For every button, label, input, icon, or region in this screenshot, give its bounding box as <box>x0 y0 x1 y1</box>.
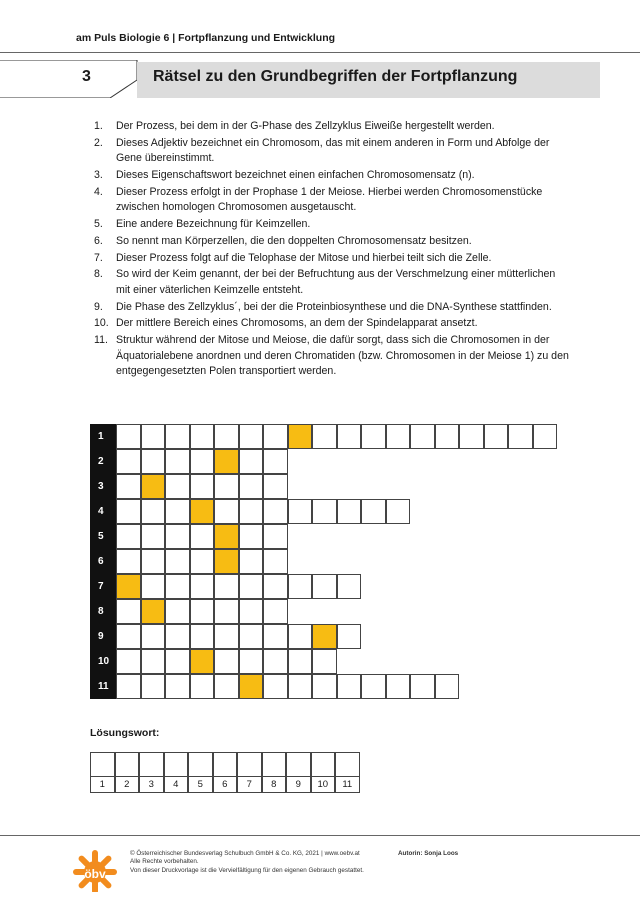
letter-cell[interactable] <box>141 449 166 474</box>
letter-cell[interactable] <box>435 424 460 449</box>
letter-cell[interactable] <box>165 649 190 674</box>
letter-cell[interactable] <box>263 474 288 499</box>
letter-cell[interactable] <box>190 674 215 699</box>
clue-number: 2. <box>94 136 103 149</box>
letter-cell[interactable] <box>312 649 337 674</box>
puzzle-row <box>90 449 288 474</box>
solution-cell[interactable] <box>237 752 262 777</box>
letter-cell[interactable] <box>312 424 337 449</box>
clue-text: Eine andere Bezeichnung für Keimzellen. <box>116 218 311 230</box>
row-number-label: 9 <box>90 624 116 649</box>
puzzle-row <box>90 549 288 574</box>
letter-cell[interactable] <box>410 674 435 699</box>
clue-text: Die Phase des Zellzyklus´, bei der die Proteinbiosynthese und die DNA-Synthese stattfinden. <box>116 300 552 313</box>
letter-cell[interactable] <box>214 649 239 674</box>
letter-cell[interactable] <box>361 424 386 449</box>
letter-cell[interactable] <box>312 499 337 524</box>
solution-cell-number: 10 <box>311 777 336 793</box>
clue-item <box>94 251 572 266</box>
solution-letter-cell[interactable] <box>190 649 215 674</box>
letter-cell[interactable] <box>116 424 141 449</box>
letter-cell[interactable] <box>165 474 190 499</box>
letter-cell[interactable] <box>214 424 239 449</box>
letter-cell[interactable] <box>116 474 141 499</box>
letter-cell[interactable] <box>141 624 166 649</box>
letter-cell[interactable] <box>263 549 288 574</box>
solution-cell[interactable] <box>188 752 213 777</box>
clue-item <box>94 168 572 183</box>
header-divider <box>0 52 640 53</box>
row-number-label: 5 <box>90 524 116 549</box>
letter-cell[interactable] <box>337 624 362 649</box>
clue-number: 6. <box>94 234 103 247</box>
clue-text: Struktur während der Mitose und Meiose, die dafür sorgt, dass sich die Chromosomen in der Äquatorialebene anordnen und deren Chromatiden (bzw. Chromosomen in der Meiose 1) zu den entgegengesetzten Polen transportiert werden. <box>116 334 569 377</box>
solution-letter-cell[interactable] <box>312 624 337 649</box>
solution-letter-cell[interactable] <box>288 424 313 449</box>
letter-cell[interactable] <box>239 424 264 449</box>
letter-cell[interactable] <box>239 599 264 624</box>
row-number-label: 3 <box>90 474 116 499</box>
svg-text:öbv: öbv <box>84 867 106 881</box>
clue-item <box>94 119 572 134</box>
letter-cell[interactable] <box>165 624 190 649</box>
letter-cell[interactable] <box>337 424 362 449</box>
letter-cell[interactable] <box>190 449 215 474</box>
clue-number: 7. <box>94 251 103 264</box>
letter-cell[interactable] <box>190 474 215 499</box>
letter-cell[interactable] <box>116 524 141 549</box>
solution-letter-cell[interactable] <box>214 524 239 549</box>
solution-cell-number: 1 <box>90 777 115 793</box>
letter-cell[interactable] <box>214 499 239 524</box>
letter-cell[interactable] <box>239 524 264 549</box>
letter-cell[interactable] <box>533 424 558 449</box>
letter-cell[interactable] <box>361 674 386 699</box>
header-subject: am Puls Biologie 6 | Fortpflanzung und Entwicklung <box>76 32 336 44</box>
letter-cell[interactable] <box>239 449 264 474</box>
puzzle-row <box>90 524 288 549</box>
clue-number: 1. <box>94 120 103 132</box>
clue-number: 4. <box>94 185 103 198</box>
clue-item <box>94 217 572 232</box>
solution-letter-cell[interactable] <box>190 499 215 524</box>
letter-cell[interactable] <box>263 524 288 549</box>
clue-text: Dieses Eigenschaftswort bezeichnet einen einfachen Chromosomensatz (n). <box>116 169 475 181</box>
clue-number: 10. <box>94 317 109 330</box>
letter-cell[interactable] <box>165 424 190 449</box>
solution-cell-number: 4 <box>164 777 189 793</box>
letter-cell[interactable] <box>312 674 337 699</box>
letter-cell[interactable] <box>116 549 141 574</box>
clue-item <box>94 333 572 379</box>
letter-cell[interactable] <box>214 624 239 649</box>
clue-text: So nennt man Körperzellen, die den doppelten Chromosomensatz besitzen. <box>116 234 472 247</box>
solution-label: Lösungswort: <box>90 727 160 739</box>
letter-cell[interactable] <box>141 649 166 674</box>
letter-cell[interactable] <box>288 624 313 649</box>
footer-line-3: Von dieser Druckvorlage ist die Vervielfältigung für den eigenen Gebrauch gestattet. <box>130 866 364 874</box>
solution-letter-cell[interactable] <box>116 574 141 599</box>
letter-cell[interactable] <box>165 599 190 624</box>
letter-cell[interactable] <box>141 674 166 699</box>
solution-letter-cell[interactable] <box>214 549 239 574</box>
letter-cell[interactable] <box>116 624 141 649</box>
solution-cell[interactable] <box>335 752 360 777</box>
letter-cell[interactable] <box>288 649 313 674</box>
clue-number: 3. <box>94 169 103 181</box>
solution-cell[interactable] <box>213 752 238 777</box>
letter-cell[interactable] <box>288 674 313 699</box>
letter-cell[interactable] <box>190 524 215 549</box>
letter-cell[interactable] <box>190 424 215 449</box>
letter-cell[interactable] <box>116 649 141 674</box>
letter-cell[interactable] <box>190 624 215 649</box>
solution-cell[interactable] <box>286 752 311 777</box>
letter-cell[interactable] <box>239 649 264 674</box>
letter-cell[interactable] <box>165 499 190 524</box>
clue-item <box>94 185 572 216</box>
solution-cell-number: 7 <box>237 777 262 793</box>
letter-cell[interactable] <box>214 474 239 499</box>
letter-cell[interactable] <box>337 574 362 599</box>
letter-cell[interactable] <box>190 549 215 574</box>
solution-letter-cell[interactable] <box>214 449 239 474</box>
letter-cell[interactable] <box>239 499 264 524</box>
clue-number: 9. <box>94 300 103 313</box>
clue-item <box>94 234 572 249</box>
letter-cell[interactable] <box>165 549 190 574</box>
letter-cell[interactable] <box>239 474 264 499</box>
letter-cell[interactable] <box>288 499 313 524</box>
clue-item <box>94 316 572 331</box>
solution-cell-number: 6 <box>213 777 238 793</box>
solution-cell-number: 2 <box>115 777 140 793</box>
clue-text: Dieser Prozess erfolgt in der Prophase 1 der Meiose. Hierbei werden Chromosomenstücke zwischen homologen Chromosomen ausgetauscht. <box>116 185 543 214</box>
letter-cell[interactable] <box>116 449 141 474</box>
letter-cell[interactable] <box>116 499 141 524</box>
letter-cell[interactable] <box>263 624 288 649</box>
clue-text: Dieses Adjektiv bezeichnet ein Chromosom, das mit einem anderen in Form und Abfolge der Gene übereinstimmt. <box>116 136 550 165</box>
letter-cell[interactable] <box>141 424 166 449</box>
letter-cell[interactable] <box>263 674 288 699</box>
footer-line-1: © Österreichischer Bundesverlag Schulbuch GmbH & Co. KG, 2021 | www.oebv.at <box>130 850 360 857</box>
letter-cell[interactable] <box>312 574 337 599</box>
solution-cell[interactable] <box>139 752 164 777</box>
row-number-label: 1 <box>90 424 116 449</box>
solution-letter-cell[interactable] <box>141 599 166 624</box>
letter-cell[interactable] <box>190 599 215 624</box>
clue-list <box>94 119 572 381</box>
letter-cell[interactable] <box>214 674 239 699</box>
row-number-label: 8 <box>90 599 116 624</box>
row-number-label: 4 <box>90 499 116 524</box>
letter-cell[interactable] <box>459 424 484 449</box>
puzzle-row <box>90 424 557 449</box>
letter-cell[interactable] <box>508 424 533 449</box>
letter-cell[interactable] <box>386 499 411 524</box>
solution-cell-number: 3 <box>139 777 164 793</box>
letter-cell[interactable] <box>239 549 264 574</box>
footer-copyright <box>130 850 364 875</box>
clue-text: Der mittlere Bereich eines Chromosoms, an dem der Spindelapparat ansetzt. <box>116 317 478 330</box>
footer-author: Autorin: Sonja Loos <box>398 850 459 857</box>
letter-cell[interactable] <box>239 624 264 649</box>
clue-number: 8. <box>94 268 103 281</box>
letter-cell[interactable] <box>141 549 166 574</box>
footer-line-2: Alle Rechte vorbehalten. <box>130 858 199 866</box>
letter-cell[interactable] <box>288 574 313 599</box>
letter-cell[interactable] <box>386 674 411 699</box>
letter-cell[interactable] <box>386 424 411 449</box>
letter-cell[interactable] <box>263 574 288 599</box>
letter-cell[interactable] <box>190 574 215 599</box>
letter-cell[interactable] <box>165 674 190 699</box>
letter-cell[interactable] <box>239 574 264 599</box>
clue-item <box>94 267 572 298</box>
footer-divider <box>0 835 640 836</box>
letter-cell[interactable] <box>410 424 435 449</box>
solution-cell[interactable] <box>164 752 189 777</box>
section-number: 3 <box>82 68 91 85</box>
clue-text: Der Prozess, bei dem in der G-Phase des Zellzyklus Eiweiße hergestellt werden. <box>116 120 495 132</box>
row-number-label: 11 <box>90 674 116 699</box>
oebv-logo <box>70 848 120 892</box>
solution-cell-number: 9 <box>286 777 311 793</box>
puzzle-row <box>90 624 361 649</box>
letter-cell[interactable] <box>165 524 190 549</box>
letter-cell[interactable] <box>214 599 239 624</box>
letter-cell[interactable] <box>263 424 288 449</box>
clue-number: 11. <box>94 334 108 347</box>
row-number-label: 2 <box>90 449 116 474</box>
clue-text: So wird der Keim genannt, der bei der Befruchtung aus der Verschmelzung einer mütterlichen mit einer väterlichen Keimzelle entsteht. <box>116 268 556 296</box>
letter-cell[interactable] <box>263 649 288 674</box>
clue-item <box>94 136 572 167</box>
letter-cell[interactable] <box>263 499 288 524</box>
letter-cell[interactable] <box>214 574 239 599</box>
solution-cell-number: 8 <box>262 777 287 793</box>
solution-letter-cell[interactable] <box>239 674 264 699</box>
section-title: Rätsel zu den Grundbegriffen der Fortpflanzung <box>153 68 518 85</box>
solution-cell[interactable] <box>311 752 336 777</box>
letter-cell[interactable] <box>337 674 362 699</box>
puzzle-row <box>90 649 337 674</box>
solution-letter-cell[interactable] <box>141 474 166 499</box>
letter-cell[interactable] <box>165 574 190 599</box>
letter-cell[interactable] <box>116 674 141 699</box>
solution-cell[interactable] <box>262 752 287 777</box>
solution-cell[interactable] <box>115 752 140 777</box>
clue-item <box>94 300 572 315</box>
letter-cell[interactable] <box>484 424 509 449</box>
puzzle-row <box>90 499 410 524</box>
row-number-label: 7 <box>90 574 116 599</box>
letter-cell[interactable] <box>435 674 460 699</box>
clue-number: 5. <box>94 218 103 230</box>
letter-cell[interactable] <box>263 599 288 624</box>
puzzle-row <box>90 474 288 499</box>
letter-cell[interactable] <box>165 449 190 474</box>
row-number-label: 10 <box>90 649 116 674</box>
puzzle-row <box>90 674 459 699</box>
letter-cell[interactable] <box>141 574 166 599</box>
clue-text: Dieser Prozess folgt auf die Telophase der Mitose und hierbei teilt sich die Zelle. <box>116 251 492 264</box>
letter-cell[interactable] <box>263 449 288 474</box>
puzzle-row <box>90 574 361 599</box>
letter-cell[interactable] <box>337 499 362 524</box>
row-number-label: 6 <box>90 549 116 574</box>
solution-cell[interactable] <box>90 752 115 777</box>
puzzle-row <box>90 599 288 624</box>
letter-cell[interactable] <box>141 499 166 524</box>
solution-cell-number: 11 <box>335 777 360 793</box>
solution-cell-number: 5 <box>188 777 213 793</box>
letter-cell[interactable] <box>141 524 166 549</box>
letter-cell[interactable] <box>116 599 141 624</box>
letter-cell[interactable] <box>361 499 386 524</box>
